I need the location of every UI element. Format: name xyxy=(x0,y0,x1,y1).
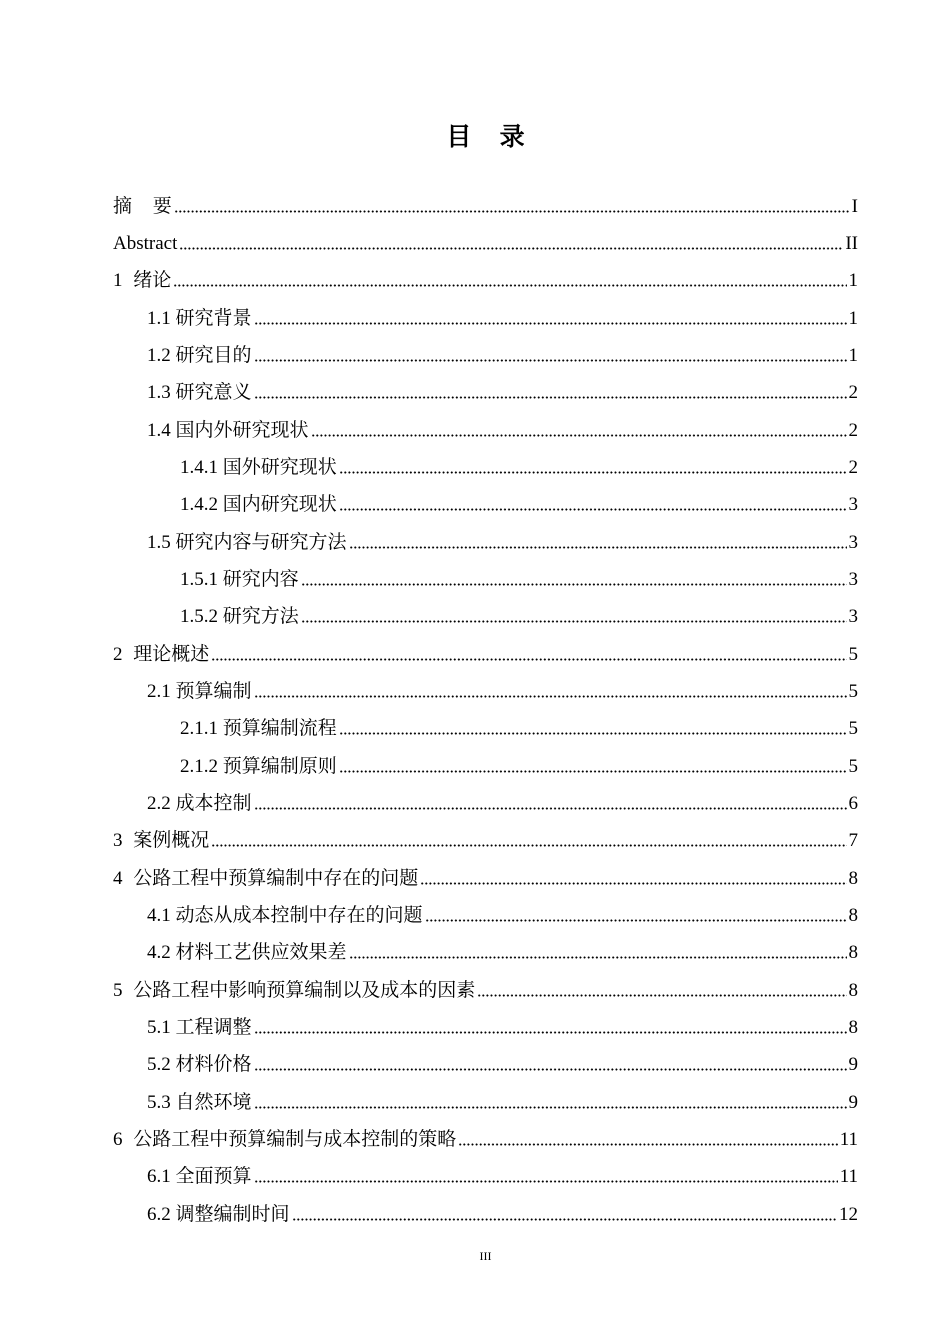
toc-dot-leader xyxy=(340,508,847,511)
toc-dot-leader xyxy=(180,247,843,250)
toc-entry xyxy=(113,860,858,897)
toc-entry xyxy=(113,375,858,412)
toc-dot-leader xyxy=(255,1031,847,1034)
toc-entry-page-number: 7 xyxy=(848,830,858,852)
toc-entry-label: 4.2 材料工艺供应效果差 xyxy=(147,942,347,964)
toc-entry-label: 2.1.1 预算编制流程 xyxy=(180,718,337,740)
toc-entry-label: 2.1.2 预算编制原则 xyxy=(180,755,337,777)
toc-entry-page-number: 8 xyxy=(848,979,858,1001)
toc-dot-leader xyxy=(174,284,846,287)
toc-entry-label: 1.1 研究背景 xyxy=(147,307,252,329)
toc-entry-page-number: 5 xyxy=(848,680,858,702)
toc-entry-page-number: 8 xyxy=(848,867,858,889)
toc-dot-leader xyxy=(340,732,847,735)
toc-entry-label: 6 公路工程中预算编制与成本控制的策略 xyxy=(113,1128,457,1150)
toc-entry-page-number: 8 xyxy=(848,942,858,964)
toc-entry-label: 6.2 调整编制时间 xyxy=(147,1203,290,1225)
toc-entry-label: 1.5.2 研究方法 xyxy=(180,606,299,628)
toc-entry xyxy=(113,487,858,524)
toc-entry-page-number: 9 xyxy=(848,1091,858,1113)
toc-dot-leader xyxy=(255,322,847,325)
toc-entry-label: 1.4.2 国内研究现状 xyxy=(180,494,337,516)
toc-entry-label: 2.1 预算编制 xyxy=(147,680,252,702)
toc-entry-page-number: II xyxy=(845,232,858,254)
toc-entry-label: 1.4 国内外研究现状 xyxy=(147,419,309,441)
toc-entry xyxy=(113,636,858,673)
toc-dot-leader xyxy=(212,844,846,847)
toc-entry-label: 4.1 动态从成本控制中存在的问题 xyxy=(147,904,423,926)
toc-entry xyxy=(113,412,858,449)
toc-dot-leader xyxy=(175,210,850,213)
toc-entry-label: 5.3 自然环境 xyxy=(147,1091,252,1113)
toc-entry-page-number: 6 xyxy=(848,792,858,814)
toc-entry xyxy=(113,972,858,1009)
toc-entry xyxy=(113,673,858,710)
toc-entry xyxy=(113,1084,858,1121)
toc-entry-label: Abstract xyxy=(113,232,178,254)
toc-dot-leader xyxy=(255,1068,847,1071)
toc-entry xyxy=(113,263,858,300)
toc-dot-leader xyxy=(459,1143,837,1146)
toc-entry-label: 1.2 研究目的 xyxy=(147,344,252,366)
toc-entry-page-number: 8 xyxy=(848,904,858,926)
toc-entry-page-number: 3 xyxy=(848,531,858,553)
toc-entry-label: 4 公路工程中预算编制中存在的问题 xyxy=(113,867,419,889)
toc-entry xyxy=(113,1159,858,1196)
toc-dot-leader xyxy=(350,956,847,959)
toc-dot-leader xyxy=(421,882,846,885)
toc-entry xyxy=(113,225,858,262)
toc-entry-page-number: 5 xyxy=(848,755,858,777)
toc-entry-label: 1.5.1 研究内容 xyxy=(180,568,299,590)
toc-entry xyxy=(113,524,858,561)
toc-entry xyxy=(113,561,858,598)
toc-entry-page-number: 3 xyxy=(848,606,858,628)
toc-dot-leader xyxy=(255,1180,838,1183)
toc-entry-label: 摘 要 xyxy=(113,195,172,217)
toc-entry xyxy=(113,1196,858,1233)
table-of-contents xyxy=(113,188,858,1233)
toc-dot-leader xyxy=(255,1106,847,1109)
toc-entry-page-number: 5 xyxy=(848,643,858,665)
toc-dot-leader xyxy=(478,994,846,997)
toc-entry-page-number: 11 xyxy=(839,1128,858,1150)
toc-entry xyxy=(113,897,858,934)
toc-entry xyxy=(113,748,858,785)
toc-entry xyxy=(113,449,858,486)
toc-entry xyxy=(113,337,858,374)
toc-entry-page-number: I xyxy=(851,195,858,217)
toc-entry-page-number: 9 xyxy=(848,1054,858,1076)
toc-entry-label: 1.3 研究意义 xyxy=(147,382,252,404)
toc-dot-leader xyxy=(340,770,847,773)
toc-dot-leader xyxy=(312,434,847,437)
toc-entry-label: 1.4.1 国外研究现状 xyxy=(180,456,337,478)
toc-entry-page-number: 2 xyxy=(848,456,858,478)
toc-dot-leader xyxy=(255,359,847,362)
toc-entry xyxy=(113,711,858,748)
toc-entry xyxy=(113,188,858,225)
toc-entry xyxy=(113,599,858,636)
toc-entry-page-number: 1 xyxy=(848,307,858,329)
toc-entry-label: 1.5 研究内容与研究方法 xyxy=(147,531,347,553)
toc-entry-page-number: 3 xyxy=(848,568,858,590)
toc-entry-page-number: 12 xyxy=(839,1203,858,1225)
toc-entry xyxy=(113,1009,858,1046)
toc-entry xyxy=(113,823,858,860)
toc-entry xyxy=(113,1121,858,1158)
toc-dot-leader xyxy=(302,620,847,623)
toc-dot-leader xyxy=(255,807,847,810)
toc-entry xyxy=(113,300,858,337)
toc-entry-label: 2.2 成本控制 xyxy=(147,792,252,814)
footer-page-number: III xyxy=(479,1249,492,1263)
toc-entry-page-number: 1 xyxy=(848,344,858,366)
toc-entry-page-number: 8 xyxy=(848,1016,858,1038)
toc-entry-label: 1 绪论 xyxy=(113,270,172,292)
toc-entry-label: 2 理论概述 xyxy=(113,643,210,665)
toc-dot-leader xyxy=(426,919,847,922)
toc-dot-leader xyxy=(302,583,847,586)
toc-entry-label: 5.1 工程调整 xyxy=(147,1016,252,1038)
toc-entry-label: 6.1 全面预算 xyxy=(147,1166,252,1188)
toc-dot-leader xyxy=(212,658,846,661)
toc-entry-page-number: 11 xyxy=(839,1166,858,1188)
toc-dot-leader xyxy=(293,1218,837,1221)
toc-entry-page-number: 5 xyxy=(848,718,858,740)
toc-dot-leader xyxy=(340,471,847,474)
toc-dot-leader xyxy=(255,695,847,698)
page-title: 目 录 xyxy=(446,124,525,151)
toc-entry xyxy=(113,935,858,972)
toc-dot-leader xyxy=(255,396,847,399)
toc-entry-page-number: 3 xyxy=(848,494,858,516)
toc-entry-label: 5 公路工程中影响预算编制以及成本的因素 xyxy=(113,979,476,1001)
toc-dot-leader xyxy=(350,546,847,549)
toc-entry xyxy=(113,785,858,822)
toc-entry-label: 3 案例概况 xyxy=(113,830,210,852)
toc-entry-page-number: 2 xyxy=(848,382,858,404)
toc-entry-page-number: 2 xyxy=(848,419,858,441)
toc-entry xyxy=(113,1047,858,1084)
toc-entry-label: 5.2 材料价格 xyxy=(147,1054,252,1076)
toc-entry-page-number: 1 xyxy=(848,270,858,292)
